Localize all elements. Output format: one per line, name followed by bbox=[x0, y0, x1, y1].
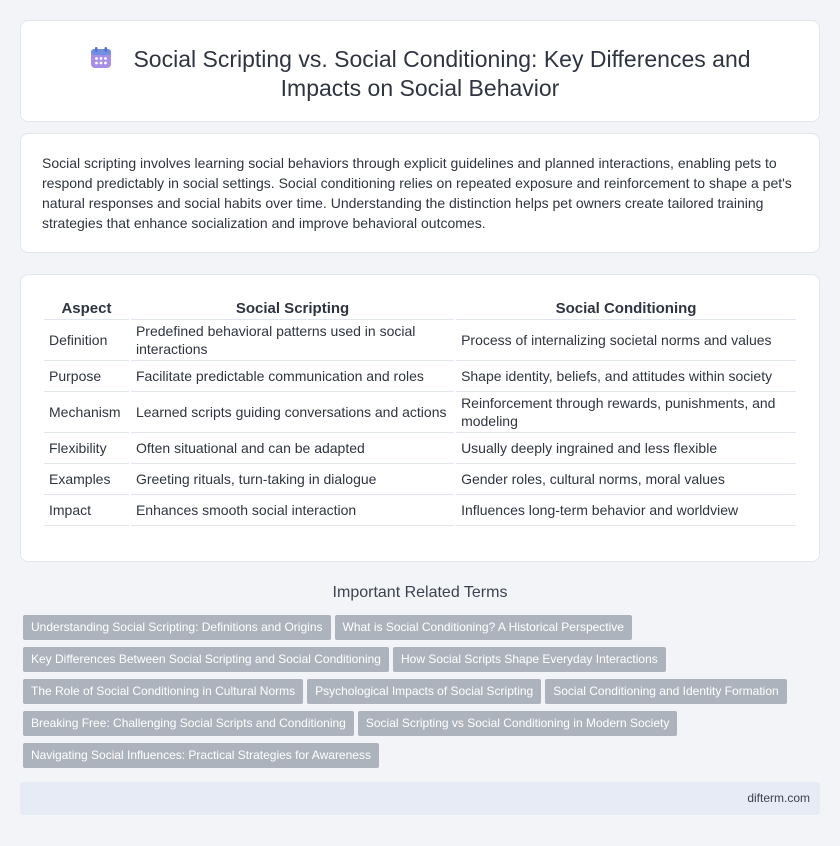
table-cell: Often situational and can be adapted bbox=[131, 433, 454, 464]
related-term-tag[interactable]: Key Differences Between Social Scripting and Social Conditioning bbox=[23, 647, 389, 672]
table-cell: Facilitate predictable communication and roles bbox=[131, 361, 454, 392]
title-card bbox=[20, 20, 820, 122]
table-cell: Purpose bbox=[44, 361, 129, 392]
page-title: Social Scripting vs. Social Conditioning: Key Differences and Impacts on Social Behavior bbox=[133, 46, 751, 101]
related-term-tag[interactable]: What is Social Conditioning? A Historical Perspective bbox=[335, 615, 632, 640]
page-title-wrap bbox=[21, 45, 819, 103]
table-cell: Mechanism bbox=[44, 392, 129, 433]
related-terms-heading: Important Related Terms bbox=[332, 584, 508, 601]
table-row bbox=[44, 392, 796, 433]
related-terms-list bbox=[23, 615, 813, 775]
related-term-tag[interactable]: Psychological Impacts of Social Scripting bbox=[307, 679, 541, 704]
table-cell: Flexibility bbox=[44, 433, 129, 464]
table-header-row bbox=[44, 295, 796, 320]
comparison-card bbox=[20, 274, 820, 562]
related-term-tag[interactable]: Breaking Free: Challenging Social Scripts and Conditioning bbox=[23, 711, 354, 736]
related-term-tag[interactable]: How Social Scripts Shape Everyday Interactions bbox=[393, 647, 666, 672]
table-cell: Influences long-term behavior and worldview bbox=[456, 495, 796, 526]
table-cell: Impact bbox=[44, 495, 129, 526]
table-cell: Gender roles, cultural norms, moral values bbox=[456, 464, 796, 495]
intro-paragraph: Social scripting involves learning social behaviors through explicit guidelines and planned interactions, enabling pets to respond predictably in social settings. Social conditioning relies on repeated exposure and reinforcement to shape a pet's natural responses and social habits over time. Understanding the distinction helps pet owners create tailored training strategies that enhance socialization and improve behavioral outcomes. bbox=[42, 155, 792, 231]
table-row bbox=[44, 464, 796, 495]
table-cell: Learned scripts guiding conversations and actions bbox=[131, 392, 454, 433]
table-row bbox=[44, 433, 796, 464]
related-term-tag[interactable]: Social Scripting vs Social Conditioning in Modern Society bbox=[358, 711, 678, 736]
related-term-tag[interactable]: Navigating Social Influences: Practical Strategies for Awareness bbox=[23, 743, 379, 768]
footer-site-link[interactable]: difterm.com bbox=[747, 791, 810, 805]
table-cell: Process of internalizing societal norms and values bbox=[456, 320, 796, 361]
column-header: Social Scripting bbox=[131, 295, 454, 320]
table-cell: Definition bbox=[44, 320, 129, 361]
footer-bar bbox=[20, 782, 820, 815]
table-cell: Predefined behavioral patterns used in social interactions bbox=[131, 320, 454, 361]
table-cell: Usually deeply ingrained and less flexible bbox=[456, 433, 796, 464]
table-row bbox=[44, 361, 796, 392]
table-cell: Examples bbox=[44, 464, 129, 495]
column-header: Social Conditioning bbox=[456, 295, 796, 320]
table-cell: Enhances smooth social interaction bbox=[131, 495, 454, 526]
table-cell: Shape identity, beliefs, and attitudes within society bbox=[456, 361, 796, 392]
table-row bbox=[44, 320, 796, 361]
table-cell: Greeting rituals, turn-taking in dialogue bbox=[131, 464, 454, 495]
comparison-table bbox=[42, 295, 798, 526]
intro-card bbox=[20, 133, 820, 253]
related-term-tag[interactable]: Understanding Social Scripting: Definitions and Origins bbox=[23, 615, 331, 640]
table-row bbox=[44, 495, 796, 526]
calendar-icon bbox=[89, 46, 113, 70]
related-term-tag[interactable]: Social Conditioning and Identity Formation bbox=[545, 679, 786, 704]
related-term-tag[interactable]: The Role of Social Conditioning in Cultural Norms bbox=[23, 679, 303, 704]
column-header: Aspect bbox=[44, 295, 129, 320]
table-cell: Reinforcement through rewards, punishments, and modeling bbox=[456, 392, 796, 433]
